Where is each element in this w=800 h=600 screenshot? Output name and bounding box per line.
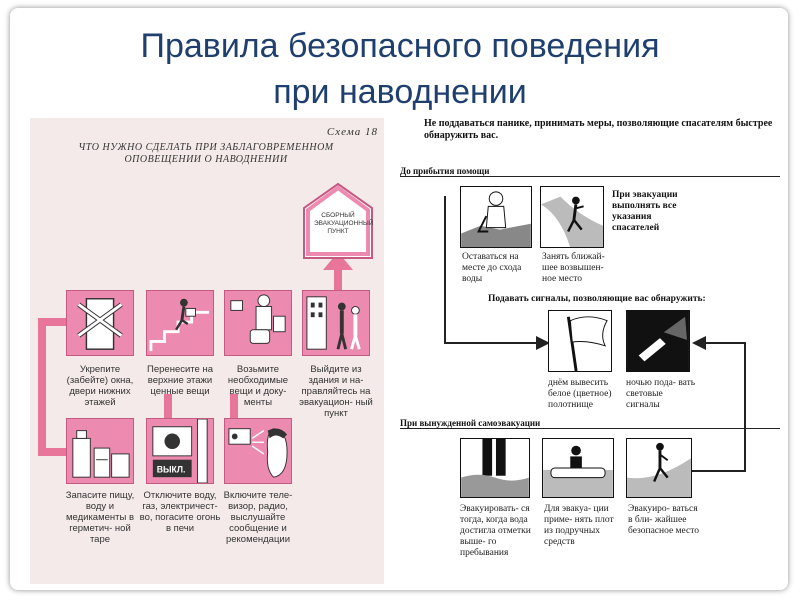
tile-turn-on-radio <box>224 418 292 484</box>
scheme-heading: ЧТО НУЖНО СДЕЛАТЬ ПРИ ЗАБЛАГОВРЕМЕННОМ ОПОВЕЩЕНИИ О НАВОДНЕНИИ <box>78 142 334 165</box>
step-caption-5: Запасите пищу, воду и медикаменты в герметич- ной таре <box>65 490 135 545</box>
collection-point-label: СБОРНЫЙ ЭВАКУАЦИОННЫЙ ПУНКТ <box>314 212 374 235</box>
frame-evacuate-when-water <box>460 438 530 498</box>
tile-board-windows <box>66 290 134 356</box>
boarded-door-icon <box>67 291 133 355</box>
frame-raft <box>542 438 614 498</box>
person-with-bag-icon <box>225 291 291 355</box>
right-header: Не поддаваться панике, принимать меры, позволяющие спасателям быстрее обнаружить вас. <box>424 118 773 141</box>
step-caption-2: Перенесите на верхние этажи ценные вещи <box>147 364 213 397</box>
left-scheme <box>30 118 384 584</box>
switch-off-icon <box>147 419 213 483</box>
legs-in-water-icon <box>461 439 529 497</box>
forced-evac-label: При вынужденной самоэвакуации <box>400 418 541 428</box>
flow-pipe-bottom-left <box>38 448 68 456</box>
sitting-person-icon <box>461 187 531 247</box>
frame-white-cloth <box>548 310 612 372</box>
tile-switch-off <box>146 418 214 484</box>
caption-row1-2: Занять ближай- шее возвышен- ное место <box>542 252 605 284</box>
step-caption-4: Выйдите из здания и на- правляйтесь на эвакуацион- ный пункт <box>299 364 373 419</box>
climbing-person-icon <box>541 187 603 247</box>
loop-line-bottom-left <box>444 342 540 344</box>
step-caption-6: Отключите воду, газ, электричест- во, погасите огонь в печи <box>139 490 221 534</box>
walking-person-icon <box>627 439 691 497</box>
step-caption-3: Возьмите необходимые вещи и доку- менты <box>227 364 289 408</box>
loop-line-right <box>744 342 746 472</box>
person-on-stairs-icon <box>147 291 213 355</box>
section-rule-2 <box>400 428 780 429</box>
caption-row3-2: Для эвакуа- ции приме- нять плот из подручных средств <box>544 504 614 547</box>
caption-row2-1: днём вывесить белое (цветное) полотнище <box>548 378 612 410</box>
evac-note: При эвакуации выполнять все указания спасателей <box>612 190 678 233</box>
arrow-left-icon <box>692 336 706 350</box>
white-flag-icon <box>549 311 611 371</box>
caption-row3-3: Эвакуиро- ваться в бли- жайшее безопасное место <box>628 504 700 536</box>
food-containers-icon <box>67 419 133 483</box>
signals-title: Подавать сигналы, позволяющие вас обнаружить: <box>488 294 706 304</box>
step-caption-7: Включите теле- визор, радио, выслушайте сообщение и рекомендации <box>223 490 293 545</box>
flow-pipe-top-left <box>38 318 68 326</box>
flow-pipe-left <box>38 318 46 456</box>
frame-high-ground <box>540 186 604 248</box>
slide-title-line1: Правила безопасного поведения <box>140 27 660 65</box>
caption-row1-1: Оставаться на месте до схода воды <box>462 252 522 284</box>
frame-safe-place <box>626 438 692 498</box>
before-help-label: До прибытия помощи <box>400 166 490 176</box>
caption-row2-2: ночью пода- вать световые сигналы <box>626 378 696 410</box>
loop-line-bottom <box>692 470 746 472</box>
tile-leave-building <box>302 290 370 356</box>
loop-line-bottom-right <box>704 342 746 344</box>
flashlight-signal-icon <box>627 311 689 371</box>
frame-light-signals <box>626 310 690 372</box>
section-rule-1 <box>400 176 780 177</box>
raft-icon <box>543 439 613 497</box>
tile-take-documents <box>224 290 292 356</box>
leaving-building-icon <box>303 291 369 355</box>
slide-title-line2: при наводнении <box>273 73 527 111</box>
tile-store-supplies <box>66 418 134 484</box>
caption-row3-1: Эвакуировать- ся тогда, когда вода достигла отметки выше- го пребывания <box>460 504 531 558</box>
scheme-number: Схема 18 <box>326 126 378 138</box>
step-caption-1: Укрепите (забейте) окна, двери нижних этажей <box>66 364 134 408</box>
frame-stay-in-place <box>460 186 532 248</box>
switch-off-label: ВЫКЛ. <box>156 464 186 475</box>
radio-listener-icon <box>225 419 291 483</box>
tile-carry-valuables <box>146 290 214 356</box>
loop-line-left <box>444 196 446 344</box>
